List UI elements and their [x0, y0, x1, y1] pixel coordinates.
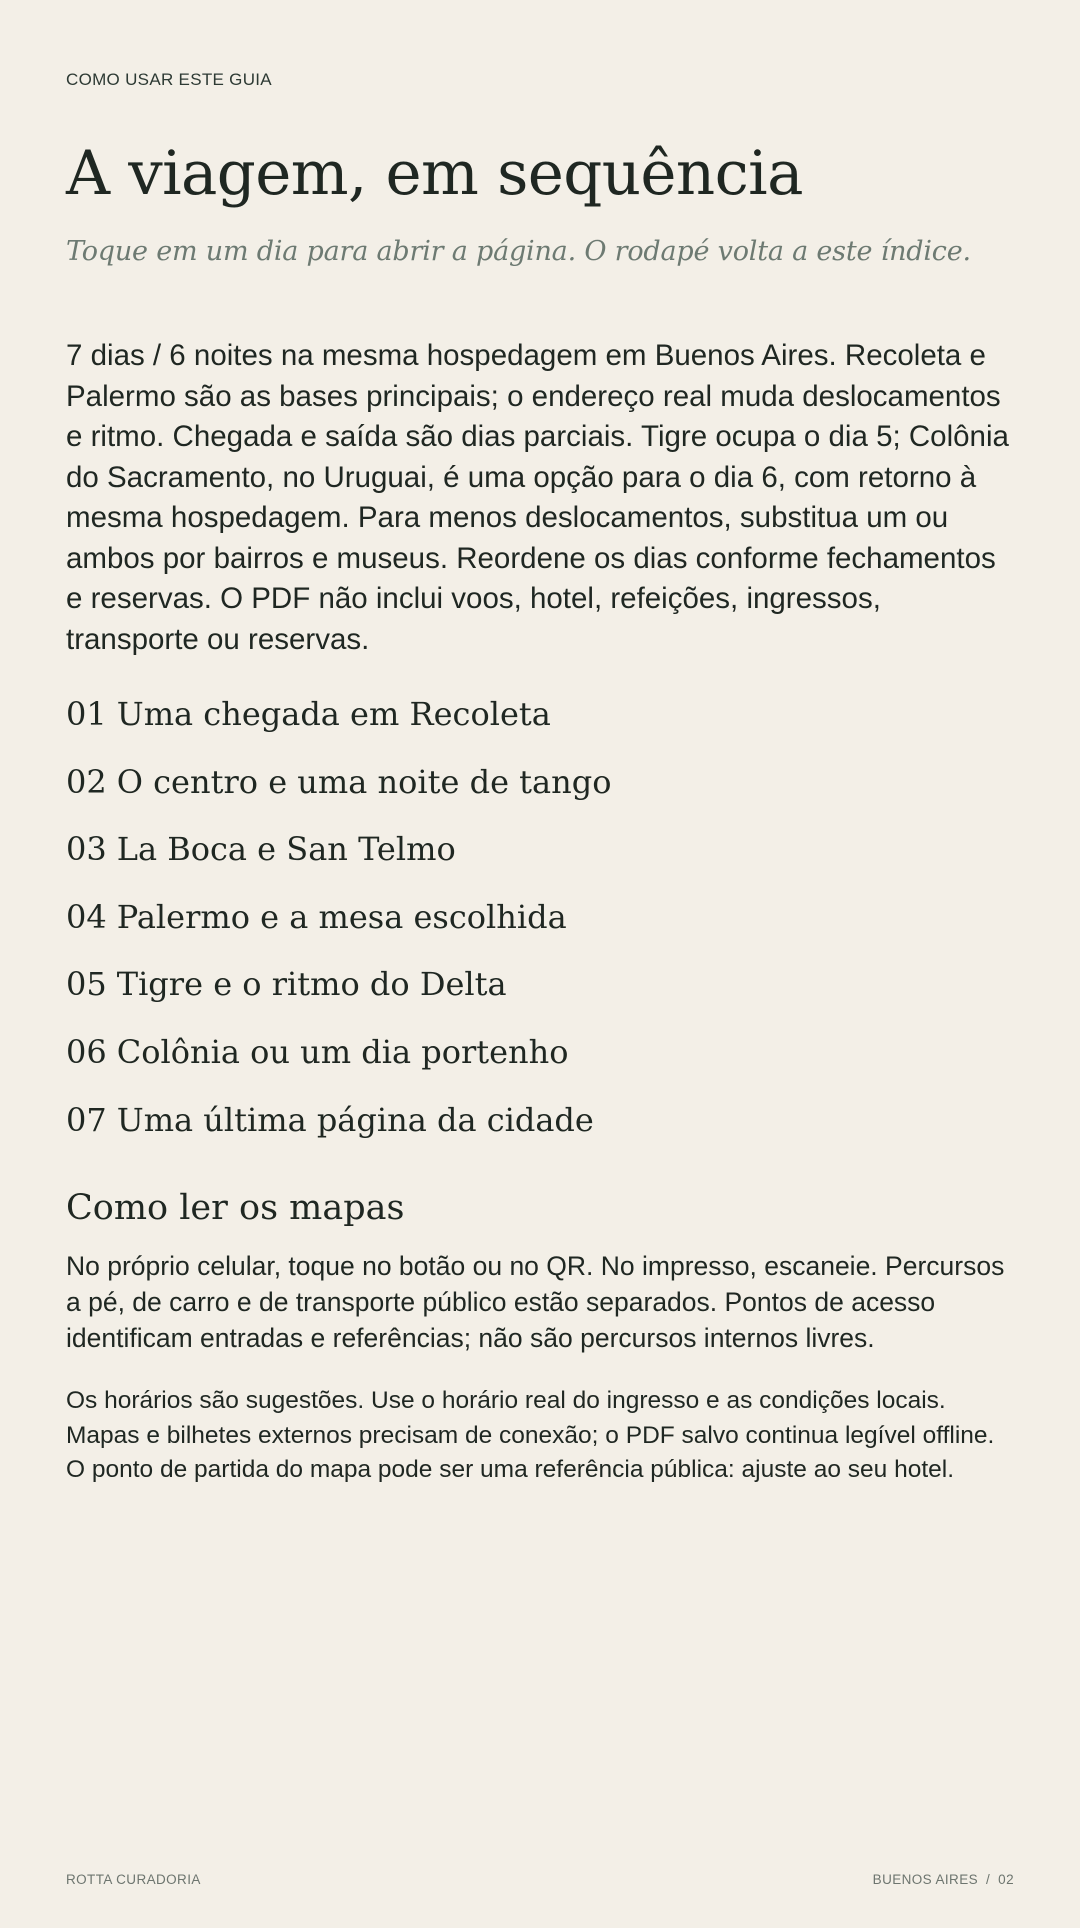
- day-title: Uma última página da cidade: [116, 1100, 594, 1139]
- day-index: [66, 690, 611, 1163]
- footer-page-info[interactable]: [873, 1872, 1014, 1887]
- maps-paragraph-2: Os horários são sugestões. Use o horário real do ingresso e as condições locais. Mapas e bilhetes externos precisam de conexão; o PDF salvo continua legível offline. O ponto de partida do mapa pode ser uma referência pública: ajuste ao seu hotel.: [66, 1387, 995, 1483]
- day-title: O centro e uma noite de tango: [116, 762, 612, 801]
- day-number: 05: [66, 965, 107, 1004]
- footer-brand: ROTTA CURADORIA: [66, 1872, 201, 1887]
- day-number: 04: [66, 897, 107, 936]
- day-link-02[interactable]: [66, 758, 611, 826]
- day-number: 07: [66, 1100, 107, 1139]
- day-title: Colônia ou um dia portenho: [116, 1032, 569, 1071]
- day-link-04[interactable]: [66, 893, 611, 961]
- day-number: 06: [66, 1032, 107, 1071]
- day-number: 01: [66, 695, 107, 733]
- day-title: La Boca e San Telmo: [116, 830, 456, 869]
- day-link-03[interactable]: [66, 825, 611, 893]
- footer-page-number: 02: [998, 1872, 1014, 1887]
- intro-paragraph: 7 dias / 6 noites na mesma hospedagem em Buenos Aires. Recoleta e Palermo são as bases principais; o endereço real muda deslocamentos e ritmo. Chegada e saída são dias parciais. Tigre ocupa o dia 5; Colônia do Sacramento, no Uruguai, é uma opção para o dia 6, com retorno à mesma hospedagem. Para menos deslocamentos, substitua um ou ambos por bairros e museus. Reordene os dias conforme fechamentos e reservas. O PDF não inclui voos, hotel, refeições, ingressos, transporte ou reservas.: [66, 339, 1009, 656]
- footer-separator: /: [986, 1872, 991, 1887]
- page-subtitle: Toque em um dia para abrir a página. O rodapé volta a este índice.: [66, 236, 971, 267]
- day-link-01[interactable]: [66, 690, 611, 758]
- day-link-06[interactable]: [66, 1028, 611, 1096]
- day-title: Tigre e o ritmo do Delta: [116, 965, 507, 1004]
- day-title: Palermo e a mesa escolhida: [116, 897, 567, 936]
- maps-paragraph-1: No próprio celular, toque no botão ou no QR. No impresso, escaneie. Percursos a pé, de carro e de transporte público estão separados. Pontos de acesso identificam entradas e referências; não são percursos internos livres.: [66, 1251, 1005, 1353]
- guide-page: [66, 0, 1014, 1928]
- day-number: 02: [66, 762, 107, 801]
- page-title: A viagem, em sequência: [66, 138, 803, 209]
- day-title: Uma chegada em Recoleta: [116, 695, 551, 733]
- day-link-05[interactable]: [66, 960, 611, 1028]
- footer-city: BUENOS AIRES: [872, 1872, 979, 1887]
- day-number: 03: [66, 830, 107, 869]
- eyebrow-label: COMO USAR ESTE GUIA: [66, 70, 272, 89]
- day-link-07[interactable]: [66, 1096, 611, 1164]
- maps-section-title: Como ler os mapas: [66, 1188, 405, 1228]
